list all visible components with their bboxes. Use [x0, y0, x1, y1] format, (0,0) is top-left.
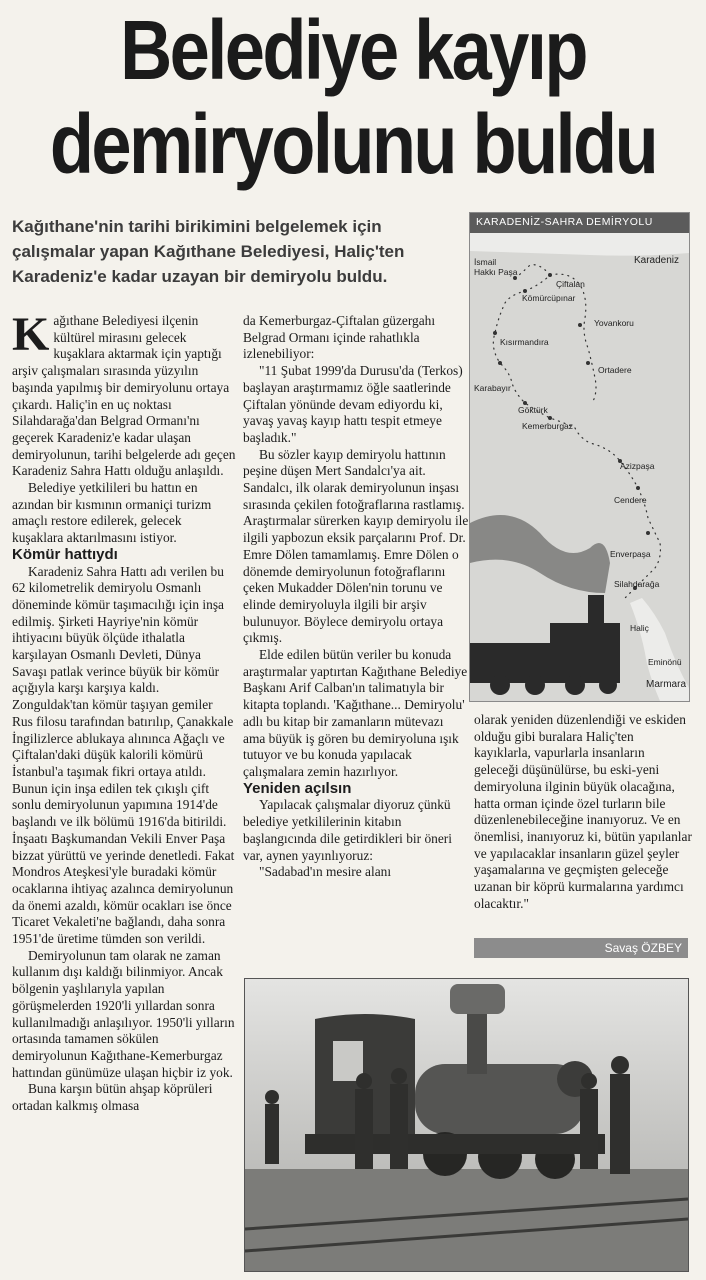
map-label: Kemerburgaz	[522, 421, 574, 431]
quote-paragraph: "11 Şubat 1999'da Durusu'da (Terkos) başlayan araştırmamız öğle saatlerinde Çiftalan yönünde devam ediyordu ki, yavaş yavaş kayıp hattı tespit etmeye başladık."	[243, 363, 463, 445]
paragraph: Bu sözler kayıp demiryolu hattının peşine düşen Mert Sandalcı'ya ait. Sandalcı, ilk olarak demiryolunun inşası sırasında çekilen fotoğraflarına rastlamış. Araştırmalar sürerken kayıp demiryolu ile ilgili yapbozun eksik parçalarını Prof. Dr. Emre Dölen tamamlamış. Emre Dölen o dönemde demiryolunun fotoğraflarını çeken Mukadder Dölen'nin torunu ve elinde demiryoluyla ilgili bir arşiv bulunuyor. Böylece demiryolu ortaya çıkmış.	[243, 446, 469, 646]
map-label: Enverpaşa	[610, 549, 651, 559]
railway-map	[469, 212, 690, 702]
intro-paragraph	[12, 308, 236, 480]
paragraph: Yapılacak çalışmalar diyoruz çünkü belediye yetkililerinin kitabın başlangıcında dile getirdikleri bir öneri var, aynen yayınlıyoruz:	[243, 797, 452, 863]
paragraph: olarak yeniden düzenlendiği ve eskiden olduğu gibi buralara Haliç'ten kayıklarla, vapurlarla insanların geleceği düşünülürse, bu eski-yeni demiryoluna ilginin büyük olacağına, hatta orman içinde özel turların bile düzenlenebileceğine inanıyoruz. Ve en önemlisi, inanıyoruz ki, bütün yapılanlar ve yapılacaklar insanların güzel şeyler yaşamalarına ve geçmişten geleceğe uzanan bir köprü kurmalarına yardımcı olacaktır."	[474, 712, 692, 911]
map-label: İsmail Hakkı Paşa	[474, 257, 518, 277]
map-label: Ortadere	[598, 365, 632, 375]
quote-paragraph: "Sadabad'ın mesire alanı	[259, 864, 392, 880]
paragraph: Belediye yetkilileri bu hattın en azından bir kısmının ormaniçi turizm amaçlı restore edilerek, gelecek kuşaklara aktarılmasını istiyor.	[12, 480, 212, 546]
map-label: Göktürk	[518, 405, 548, 415]
black-sea-area	[470, 233, 689, 256]
map-drawing	[470, 233, 689, 701]
deck-subtitle: Kağıthane'nin tarihi birikimini belgelemek için çalışmalar yapan Kağıthane Belediyesi, Haliç'ten Karadeniz'e kadar uzayan bir demiryolu buldu.	[12, 217, 405, 286]
locomotive-silhouette	[470, 595, 620, 695]
paragraph: Karadeniz Sahra Hattı adı verilen bu 62 kilometrelik demiryolu Osmanlı döneminde kömür taşımacılığı için inşa edilmiş. Şirketi Hayriye'nin kömür ihtiyacını büyük ölçüde ithalatla karşılayan Osmanlı Devleti, Dünya Savaşı patlak verince büyük bir kömür açığıyla karşı karşıya kaldı. Zonguldak'tan kömür taşıyan gemiler Rus filosu tarafından batırılıp, Çanakkale İngilizlerce ablukaya alınınca Ağaçlı ve Çiftalan'daki düşük kalorili kömürü İstanbul'a taşımak fikri ortaya atıldı. Bunun için inşa edilen tek çıkışlı çift sonlu demiryolunun yapımına 1914'de başlandı ve ilk bölümü 1916'da bitirildi. İnşaatı Başkumandan Vekili Enver Paşa bizzat yürüttü ve yerinde denetledi. Fakat Mondros Ateşkesi'yle buradaki kömür ocaklarına ihtiyaç azalınca demiryolunun da önemi azaldı, kömür ocakları ise önce Ticaret Vekaleti'ne bağlandı, daha sonra 1951'de üretime tümden son verildi.	[12, 563, 235, 947]
article-column-2	[243, 313, 469, 881]
map-sea-south: Marmara	[646, 679, 687, 690]
map-label: Azizpaşa	[620, 461, 655, 471]
map-label: Cendere	[614, 495, 647, 505]
intro-text: ağıthane Belediyesi ilçenin kültürel mirasını gelecek kuşaklara aktarmak için yaptığı arşiv çalışmaları sırasında yüzyılın başında yapılmış bir demiryolunu ortaya çıkardı. Haliç'in en uç noktası Silahdarağa'dan Belgrad Ormanı'nı geçerek Karadeniz'e kadar ulaşan demiryolunun, tarihi belgelerde adı geçen Karadeniz Sahra Hattı olduğu anlaşıldı.	[12, 313, 236, 479]
subhead-komur: Kömür hattıydı	[12, 545, 118, 563]
map-label: Eminönü	[648, 657, 682, 667]
map-label: Kömürcüpınar	[522, 293, 576, 303]
photo-drawing	[245, 979, 688, 1271]
drop-cap: K	[12, 308, 50, 361]
map-label: Kısırmandıra	[500, 337, 549, 347]
map-label: Yovankoru	[594, 318, 634, 328]
locomotive-photo	[244, 978, 689, 1272]
smoke-plume	[470, 515, 610, 593]
map-sea-north: Karadeniz	[634, 255, 680, 266]
headline-line-2: demiryolunu buldu	[49, 97, 657, 191]
author-byline: Savaş ÖZBEY	[474, 938, 688, 958]
paragraph: Buna karşın bütün ahşap köprüleri ortadan kalkmış olmasa	[12, 1081, 213, 1114]
map-label: Haliç	[630, 623, 649, 633]
paragraph: Elde edilen bütün veriler bu konuda araştırmalar yaptırtan Kağıthane Belediye Başkanı Arif Calban'ın talimatıyla bir kitapta toplandı. 'Kağıthane... Demiryolu' adlı bu kitap bir zamanların mütevazı ama büyük iş gören bu demiryoluna ışık tutuyor ve bu konuda yapılacak çalışmalara zemin hazırlıyor.	[243, 647, 468, 779]
paragraph: da Kemerburgaz-Çiftalan güzergahı Belgrad Ormanı içinde rahatlıkla izlenebiliyor:	[243, 313, 436, 362]
map-label: Çiftalan	[556, 279, 585, 289]
article-column-3	[474, 712, 692, 912]
headline-line-1: Belediye kayıp	[120, 3, 586, 97]
article-column-1	[12, 308, 236, 1115]
map-label: Karabayır	[474, 383, 511, 393]
paragraph: Demiryolunun tam olarak ne zaman kullanım dışı kaldığı bilinmiyor. Ancak bölgenin yaşlılarıyla yapılan görüşmelerden 1920'li yıllardan sonra kullanılmadığı anlaşılıyor. 1950'li yılların ortasında tamamen sökülen demiryolunun Kağıthane-Kemerburgaz hattından günümüze ulaşan hiçbir iz yok.	[12, 947, 235, 1080]
subhead-yeniden: Yeniden açılsın	[243, 779, 352, 797]
map-title: KARADENİZ-SAHRA DEMİRYOLU	[470, 213, 689, 233]
map-label: Silahdarağa	[614, 579, 660, 589]
